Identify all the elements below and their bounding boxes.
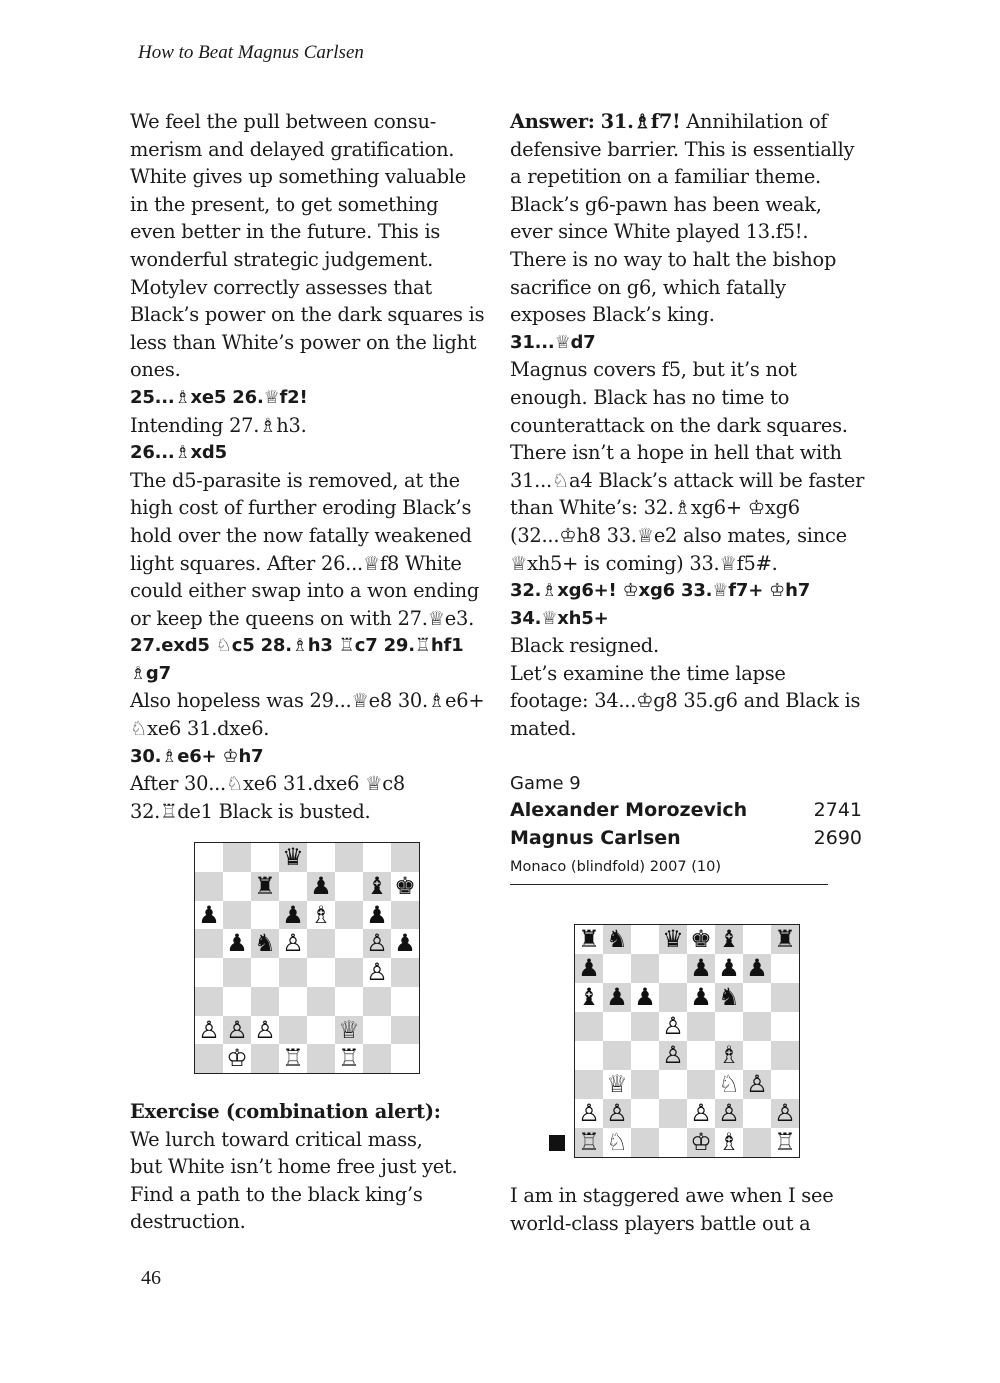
board-square — [631, 1099, 659, 1128]
board-square — [363, 1044, 391, 1073]
black-pawn-icon: ♟ — [394, 929, 416, 958]
black-to-move-indicator-icon — [549, 1135, 565, 1151]
black-pawn-icon: ♟ — [718, 954, 740, 982]
white-pawn-icon: ♙ — [662, 1041, 684, 1069]
left-column — [130, 108, 490, 825]
board-square — [391, 987, 419, 1016]
board-square — [307, 843, 335, 872]
board-square — [743, 983, 771, 1012]
move-line: 32.♗xg6+! ♔xg6 33.♕f7+ ♔h7 — [510, 580, 811, 602]
board-square — [715, 1012, 743, 1041]
game-number: Game 9 — [510, 773, 581, 794]
board-square — [223, 843, 251, 872]
board-square — [223, 872, 251, 901]
board-square — [631, 1041, 659, 1070]
header-divider — [510, 884, 828, 885]
right-column — [510, 108, 865, 743]
white-queen-icon: ♕ — [338, 1015, 360, 1044]
black-player-row — [510, 825, 862, 853]
black-pawn-icon: ♟ — [282, 900, 304, 929]
paragraph: Also hopeless was 29...♕e8 30.♗e6+ ♘xe6 31.dxe6. — [130, 689, 485, 741]
board-square — [195, 1044, 223, 1073]
black-bishop-icon: ♝ — [366, 871, 388, 900]
move-line: 26...♗xd5 — [130, 442, 227, 464]
white-pawn-icon: ♙ — [746, 1070, 768, 1098]
white-rook-icon: ♖ — [578, 1128, 600, 1156]
black-rook-icon: ♜ — [774, 925, 796, 953]
answer-text-first: Annihilation of — [686, 110, 828, 133]
paragraph: Intending 27.♗h3. — [130, 413, 307, 437]
white-queen-icon: ♕ — [606, 1070, 628, 1098]
board-square — [659, 1128, 687, 1157]
white-rook-icon: ♖ — [338, 1044, 360, 1073]
board-square — [195, 958, 223, 987]
board-square — [603, 1041, 631, 1070]
move-line: 34.♕xh5+ — [510, 607, 609, 629]
black-king-icon: ♚ — [394, 871, 416, 900]
board-square — [743, 1099, 771, 1128]
board-square — [307, 929, 335, 958]
black-pawn-icon: ♟ — [366, 900, 388, 929]
white-knight-icon: ♘ — [718, 1070, 740, 1098]
black-queen-icon: ♛ — [662, 925, 684, 953]
paragraph: We feel the pull between consu- merism and delayed gratification. White gives up something valuable in the present, to get something even better in the future. This is wonderful strategic judgement. Motylev correctly assesses that Black’s power on the dark squares is less than White’s power on the light ones. — [130, 110, 485, 382]
white-rook-icon: ♖ — [774, 1128, 796, 1156]
board-square — [391, 1016, 419, 1045]
black-pawn-icon: ♟ — [690, 983, 712, 1011]
board-square — [307, 958, 335, 987]
white-bishop-icon: ♗ — [718, 1128, 740, 1156]
white-bishop-icon: ♗ — [310, 900, 332, 929]
board-square — [279, 987, 307, 1016]
board-square — [771, 983, 799, 1012]
black-pawn-icon: ♟ — [226, 929, 248, 958]
board-square — [223, 987, 251, 1016]
board-square — [223, 901, 251, 930]
board-square — [391, 958, 419, 987]
move-line: 25...♗xe5 26.♕f2! — [130, 386, 308, 408]
answer-move: 31.♗f7! — [600, 110, 681, 133]
white-king-icon: ♔ — [690, 1128, 712, 1156]
black-king-icon: ♚ — [690, 925, 712, 953]
board-square — [335, 901, 363, 930]
running-head: How to Beat Magnus Carlsen — [138, 42, 364, 63]
board-square — [251, 1044, 279, 1073]
paragraph: defensive barrier. This is essentially a repetition on a familiar theme. Black’s g6-pawn has been weak, ever since White played 13.f5!. There is no way to halt the bishop sacrifice on g6, which fatally exposes Black’s king. — [510, 137, 855, 327]
white-pawn-icon: ♙ — [606, 1099, 628, 1127]
board-square — [307, 1016, 335, 1045]
white-pawn-icon: ♙ — [662, 1012, 684, 1040]
move-line: 30.♗e6+ ♔h7 — [130, 745, 264, 767]
move-line: 31...♕d7 — [510, 331, 596, 353]
board-square — [279, 1016, 307, 1045]
black-pawn-icon: ♟ — [690, 954, 712, 982]
board-square — [307, 987, 335, 1016]
white-rook-icon: ♖ — [282, 1044, 304, 1073]
black-queen-icon: ♛ — [282, 843, 304, 871]
board-square — [251, 901, 279, 930]
board-square — [391, 901, 419, 930]
white-bishop-icon: ♗ — [718, 1041, 740, 1069]
board-square — [391, 843, 419, 872]
board-square — [771, 1041, 799, 1070]
board-square — [743, 1128, 771, 1157]
white-player-rating: 2741 — [813, 799, 862, 821]
paragraph: Black resigned. Let’s examine the time lapse footage: 34...♔g8 35.g6 and Black is mated. — [510, 634, 861, 741]
white-king-icon: ♔ — [226, 1044, 248, 1073]
black-player-name: Magnus Carlsen — [510, 826, 681, 849]
board-square — [743, 1012, 771, 1041]
board-square — [771, 1012, 799, 1041]
board-square — [195, 872, 223, 901]
board-square — [659, 954, 687, 983]
board-square — [575, 1070, 603, 1099]
board-square — [223, 958, 251, 987]
board-square — [631, 925, 659, 954]
black-pawn-icon: ♟ — [746, 954, 768, 982]
white-player-name: Alexander Morozevich — [510, 799, 748, 821]
board-square — [659, 1099, 687, 1128]
board-square — [575, 1012, 603, 1041]
white-pawn-icon: ♙ — [198, 1015, 220, 1044]
white-player-row — [510, 797, 862, 825]
board-square — [687, 1070, 715, 1099]
exercise-title: Exercise (combination alert): — [130, 1100, 441, 1123]
chess-diagram-2 — [574, 924, 800, 1158]
chess-diagram-1 — [194, 842, 420, 1074]
black-pawn-icon: ♟ — [310, 871, 332, 900]
board-square — [391, 1044, 419, 1073]
board-square — [659, 983, 687, 1012]
board-square — [659, 1070, 687, 1099]
black-bishop-icon: ♝ — [578, 983, 600, 1011]
move-line: ♗g7 — [130, 662, 171, 684]
board-square — [631, 1012, 659, 1041]
white-pawn-icon: ♙ — [774, 1099, 796, 1127]
answer-paragraph — [510, 108, 865, 136]
paragraph: I am in staggered awe when I see world-class players battle out a — [510, 1184, 834, 1235]
board-square — [307, 1044, 335, 1073]
white-pawn-icon: ♙ — [690, 1099, 712, 1127]
board-square — [251, 987, 279, 1016]
board-square — [363, 987, 391, 1016]
closing-paragraph-block — [510, 1182, 865, 1237]
board-square — [631, 1070, 659, 1099]
paragraph: Magnus covers f5, but it’s not enough. Black has no time to counterattack on the dark squares. There isn’t a hope in hell that with 31...♘a4 Black’s attack will be faster than White’s: 32.♗xg6+ ♔xg6 (32...♔h8 33.♕e2 also mates, since ♕xh5+ is coming) 33.♕f5#. — [510, 358, 865, 575]
black-pawn-icon: ♟ — [606, 983, 628, 1011]
board-square — [575, 1041, 603, 1070]
board-square — [631, 954, 659, 983]
black-knight-icon: ♞ — [606, 925, 628, 953]
board-square — [335, 958, 363, 987]
board-square — [363, 1016, 391, 1045]
board-square — [687, 1012, 715, 1041]
board-square — [687, 1041, 715, 1070]
board-square — [335, 929, 363, 958]
board-square — [631, 1128, 659, 1157]
board-square — [251, 958, 279, 987]
white-pawn-icon: ♙ — [226, 1015, 248, 1044]
board-square — [195, 987, 223, 1016]
black-bishop-icon: ♝ — [718, 925, 740, 953]
black-rook-icon: ♜ — [254, 871, 276, 900]
paragraph: The d5-parasite is removed, at the high cost of further eroding Black’s hold over the now fatally weakened light squares. After 26...♕f8 White could either swap into a won ending or keep the queens on with 27.♕e3. — [130, 468, 480, 630]
game-header — [510, 770, 862, 882]
board-square — [771, 954, 799, 983]
white-pawn-icon: ♙ — [718, 1099, 740, 1127]
board-square — [335, 872, 363, 901]
black-knight-icon: ♞ — [718, 983, 740, 1011]
white-pawn-icon: ♙ — [254, 1015, 276, 1044]
board-square — [195, 843, 223, 872]
white-pawn-icon: ♙ — [282, 929, 304, 958]
white-pawn-icon: ♙ — [366, 958, 388, 986]
white-knight-icon: ♘ — [606, 1128, 628, 1156]
move-line: 27.exd5 ♘c5 28.♗h3 ♖c7 29.♖hf1 — [130, 635, 464, 657]
board-square — [335, 987, 363, 1016]
board-square — [363, 843, 391, 872]
white-pawn-icon: ♙ — [366, 929, 388, 958]
black-player-rating: 2690 — [813, 826, 862, 849]
black-pawn-icon: ♟ — [634, 983, 656, 1011]
page-number: 46 — [141, 1267, 161, 1289]
event-info: Monaco (blindfold) 2007 (10) — [510, 859, 721, 875]
black-knight-icon: ♞ — [254, 929, 276, 958]
board-square — [743, 925, 771, 954]
answer-label: Answer: — [510, 110, 595, 133]
board-square — [771, 1070, 799, 1099]
board-square — [335, 843, 363, 872]
exercise-block — [130, 1098, 490, 1236]
black-pawn-icon: ♟ — [578, 954, 600, 982]
board-square — [603, 1012, 631, 1041]
white-pawn-icon: ♙ — [578, 1099, 600, 1127]
board-square — [251, 843, 279, 872]
exercise-text: We lurch toward critical mass, but White isn’t home free just yet. Find a path to the black king’s destruction. — [130, 1127, 458, 1234]
board-square — [603, 954, 631, 983]
black-rook-icon: ♜ — [578, 925, 600, 953]
board-square — [279, 872, 307, 901]
paragraph: After 30...♘xe6 31.dxe6 ♕c8 32.♖de1 Black is busted. — [130, 772, 405, 823]
board-square — [279, 958, 307, 987]
black-pawn-icon: ♟ — [198, 900, 220, 929]
board-square — [743, 1041, 771, 1070]
board-square — [195, 929, 223, 958]
